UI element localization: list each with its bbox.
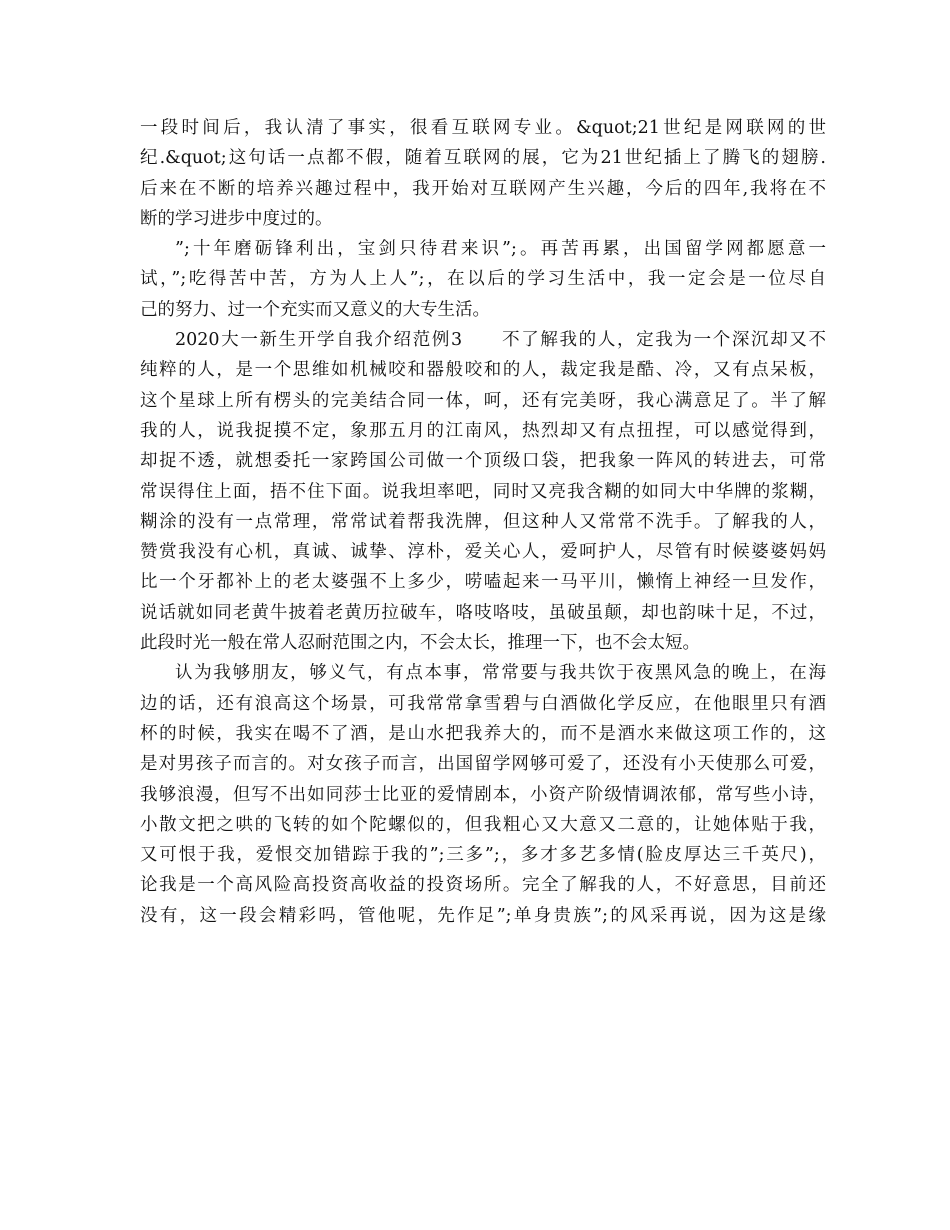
text-line: 糊涂的没有一点常理，常常试着帮我洗牌，但这种人又常常不洗手。了解我的人， [140, 511, 826, 532]
text-line: 常误得住上面，捂不住下面。说我坦率吧，同时又亮我含糊的如同大中华牌的浆糊， [140, 481, 826, 502]
text-line: ”;十年磨砺锋利出，宝剑只待君来识”;。再苦再累，出国留学网都愿意一 [175, 239, 826, 260]
text-line: 试，”;吃得苦中苦，方为人上人”;，在以后的学习生活中，我一定会是一位尽自 [140, 269, 826, 290]
text-line: 赞赏我没有心机，真诚、诚挚、淳朴，爱关心人，爱呵护人，尽管有时候婆婆妈妈 [140, 542, 826, 563]
text-line: 说话就如同老黄牛披着老黄历拉破车，咯吱咯吱，虽破虽颠，却也韵味十足，不过， [140, 602, 826, 623]
text-line: 却捉不透，就想委托一家跨国公司做一个顶级口袋，把我象一阵风的转进去，可常 [140, 451, 826, 472]
text-line: 杯的时候，我实在喝不了酒，是山水把我养大的，而不是酒水来做这项工作的，这 [140, 723, 826, 744]
text-line: 又可恨于我，爱恨交加错踪于我的”;三多”;，多才多艺多情(脸皮厚达三千英尺)， [140, 845, 826, 866]
text-line: 此段时光一般在常人忍耐范围之内，不会太长，推理一下，也不会太短。 [140, 633, 700, 654]
text-line: 没有，这一段会精彩吗，管他呢，先作足”;单身贵族”;的风采再说，因为这是缘 [140, 905, 826, 926]
text-line: 认为我够朋友，够义气，有点本事，常常要与我共饮于夜黑风急的晚上，在海 [175, 663, 826, 684]
text-line: 2020大一新生开学自我介绍范例3 不了解我的人，定我为一个深沉却又不 [175, 330, 826, 351]
text-line: 边的话，还有浪高这个场景，可我常常拿雪碧与白酒做化学反应，在他眼里只有酒 [140, 693, 826, 714]
text-line: 是对男孩子而言的。对女孩子而言，出国留学网够可爱了，还没有小天使那么可爱， [140, 754, 826, 775]
text-line: 我的人，说我捉摸不定，象那五月的江南风，热烈却又有点扭捏，可以感觉得到， [140, 420, 826, 441]
text-line: 纯粹的人，是一个思维如机械咬和器般咬和的人，裁定我是酷、冷，又有点呆板， [140, 360, 826, 381]
text-line: 纪.&quot;这句话一点都不假，随着互联网的展，它为21世纪插上了腾飞的翅膀. [140, 148, 826, 169]
text-line: 我够浪漫，但写不出如同莎士比亚的爱情剧本，小资产阶级情调浓郁，常写些小诗， [140, 784, 826, 805]
text-line: 一段时间后，我认清了事实，很看互联网专业。&quot;21世纪是网联网的世 [140, 118, 826, 138]
text-line: 己的努力、过一个充实而又意义的大专生活。 [140, 299, 490, 320]
text-line: 论我是一个高风险高投资高收益的投资场所。完全了解我的人，不好意思，目前还 [140, 875, 826, 896]
text-line: 后来在不断的培养兴趣过程中，我开始对互联网产生兴趣，今后的四年,我将在不 [140, 178, 826, 199]
text-line: 比一个牙都补上的老太婆强不上多少，唠嗑起来一马平川，懒惰上神经一旦发作， [140, 572, 826, 593]
text-line: 小散文把之哄的飞转的如个陀螺似的，但我粗心又大意又二意的，让她体贴于我， [140, 814, 826, 835]
text-line: 这个星球上所有楞头的完美结合同一体，呵，还有完美呀，我心满意足了。半了解 [140, 390, 826, 411]
text-line: 断的学习进步中度过的。 [140, 208, 333, 229]
document-body [140, 113, 826, 931]
